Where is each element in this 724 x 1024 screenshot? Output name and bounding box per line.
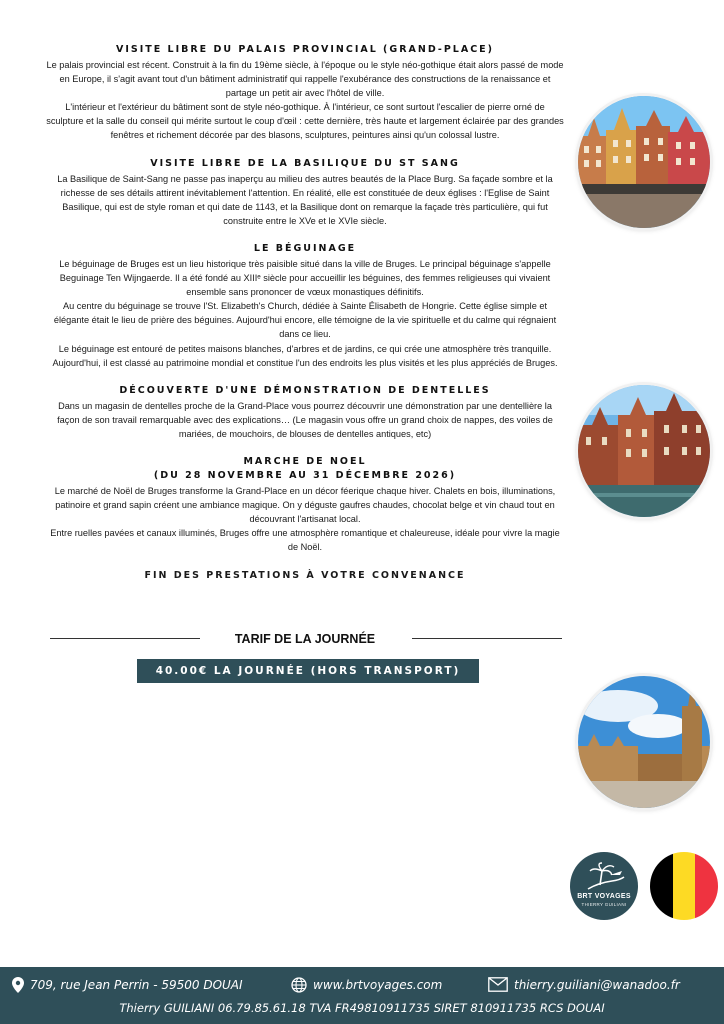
footer-address <box>12 977 243 993</box>
logo-subtitle: THIERRY GUILIANI <box>581 902 627 907</box>
section-beguinage <box>46 243 564 370</box>
palm-tree-icon <box>582 861 626 893</box>
section-paragraph: Le marché de Noël de Bruges transforme la Grand-Place en un décor féerique chaque hiver. Chalets en bois, illuminations, patinoire et grand sapin créent une ambiance magique. On y déguste gaufres chaudes, chocolat belge et vin chaud tout en découvrant l'artisanat local. <box>54 485 556 525</box>
envelope-icon <box>488 977 508 992</box>
belgium-flag <box>650 852 718 920</box>
section-palais <box>46 44 564 143</box>
section-title: MARCHE DE NOEL <box>243 455 367 467</box>
email-link[interactable]: thierry.guiliani@wanadoo.fr <box>514 977 680 992</box>
section-paragraph: L'intérieur et l'extérieur du bâtiment sont de style néo-gothique. À l'intérieur, ce sont surtout l'escalier de pierre orné de sculpture et la salle du conseil qui mérite surtout le coup d'œil : cette dernière, très haute et largement éclairée par des grandes fenêtres et richement décorée par des blasons, sculptures, peintures ainsi qu'un colossal lustre. <box>46 102 564 141</box>
end-note: FIN DES PRESTATIONS À VOTRE CONVENANCE <box>144 570 466 582</box>
section-subtitle: (DU 28 NOVEMBRE AU 31 DÉCEMBRE 2026) <box>153 469 457 481</box>
section-paragraph: Au centre du béguinage se trouve l'St. Elizabeth's Church, dédiée à Sainte Élisabeth de Hongrie. Cette église simple et élégante était le lieu de prière des béguines. Aujourd'hui encore, elle témoigne de la vie spirituelle et du calme qui régnaient dans ce lieu. <box>53 301 557 340</box>
photo-canal <box>578 385 710 517</box>
footer-legal: Thierry GUILIANI 06.79.85.61.18 TVA FR49810911735 SIRET 810911735 RCS DOUAI <box>119 1001 605 1015</box>
price-badge: 40.00€ LA JOURNÉE (HORS TRANSPORT) <box>137 659 479 683</box>
footer-website[interactable] <box>291 977 442 993</box>
location-pin-icon <box>12 977 24 993</box>
section-title: VISITE LIBRE DU PALAIS PROVINCIAL (GRAND-PLACE) <box>115 44 494 55</box>
section-paragraph: Le palais provincial est récent. Construit à la fin du 19ème siècle, à l'époque ou le style néo-gothique était alors passé de mode en Europe, il s'agit avant tout d'un bâtiment administratif qui rappelle l'exubérance des constructions de la renaissance et partage un petit air avec l'hôtel de ville. <box>46 60 564 99</box>
address-text: 709, rue Jean Perrin - 59500 DOUAI <box>30 978 243 992</box>
section-paragraph: Le béguinage de Bruges est un lieu historique très paisible situé dans la ville de Bruges. Le principal béguinage s'appelle Beguinage Ten Wijngaerde. Il a été fondé au XIIIᵉ siècle pour accueillir les béguines, des femmes religieuses qui vivaient ensemble sans prononcer de vœux monastiques définitifs. <box>59 258 551 298</box>
divider-line <box>412 638 562 639</box>
section-basilique <box>46 158 564 228</box>
brt-voyages-logo <box>570 852 638 920</box>
photo-grand-place <box>578 96 710 228</box>
program-content <box>46 44 564 581</box>
tarif-title: TARIF DE LA JOURNÉE <box>234 632 376 646</box>
section-title: VISITE LIBRE DE LA BASILIQUE DU ST SANG <box>150 157 460 169</box>
section-paragraph: Le béguinage est entouré de petites maisons blanches, d'arbres et de jardins, ce qui crée une atmosphère très tranquille. Aujourd'hui, il est classé au patrimoine mondial et constitue l'un des endroits les plus visités et les plus appréciés de Bruges. <box>52 343 558 368</box>
section-title: DÉCOUVERTE D'UNE DÉMONSTRATION DE DENTELLES <box>119 384 491 396</box>
footer-email[interactable] <box>488 977 680 992</box>
section-marche-noel <box>46 456 564 554</box>
globe-icon <box>291 977 307 993</box>
section-paragraph: Entre ruelles pavées et canaux illuminés, Bruges offre une atmosphère romantique et chaleureuse, idéale pour vivre la magie de Noël. <box>50 528 560 553</box>
section-paragraph: Dans un magasin de dentelles proche de la Grand-Place vous pourrez découvrir une démonstration par une dentellière la façon de son travail remarquable avec des explications… (Le magasin vous offre un grand choix de nappes, des voiles de mariées, de mouchoirs, de blouses de dentelles antiques, etc) <box>57 400 553 439</box>
section-paragraph: La Basilique de Saint-Sang ne passe pas inaperçu au milieu des autres beautés de la Place Burg. Sa façade sombre et la richesse de ses détails attirent inévitablement l'attention. En réalité, elle est constituée de deux églises : l'Eglise de Saint Basilique, qui est de style roman et qui date de 1143, et la Basilique dont on remarque la façade très particulière, qui fut construite entre le XVe et le XVIe siècle. <box>57 173 553 226</box>
logo-name: BRT VOYAGES <box>577 893 631 900</box>
section-dentelles <box>46 385 564 441</box>
section-title: LE BÉGUINAGE <box>253 242 357 254</box>
photo-belfry <box>578 676 710 808</box>
website-link[interactable]: www.brtvoyages.com <box>313 978 443 992</box>
tarif-header <box>46 630 564 650</box>
footer <box>0 967 724 1024</box>
